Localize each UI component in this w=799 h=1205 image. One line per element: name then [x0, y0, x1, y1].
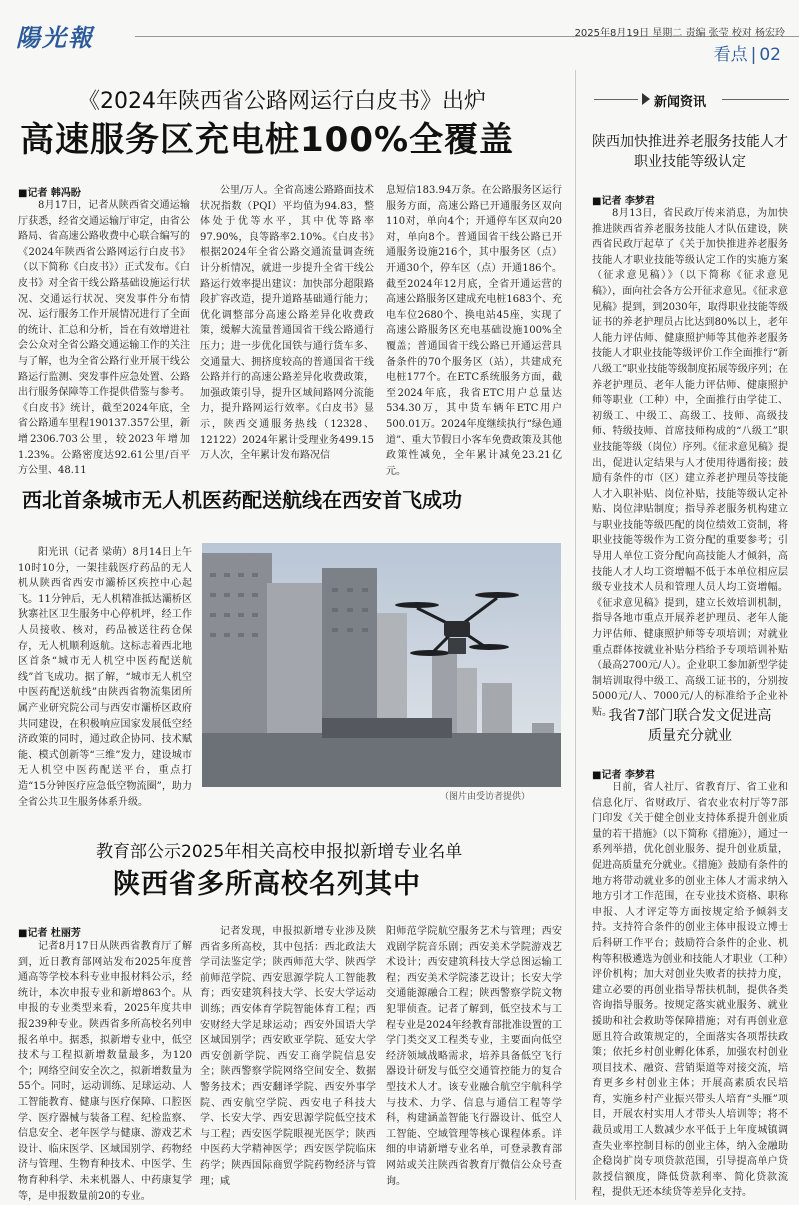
drone-photo-illustration — [202, 543, 561, 787]
section-name: 看点 — [713, 45, 748, 65]
sidebar-story1-headline: 陕西加快推进养老服务技能人才职业技能等级认定 — [592, 134, 788, 170]
news-section-label: 新闻资讯 — [654, 95, 707, 110]
sidebar-story1-byline: ■记者 李梦君 — [592, 196, 655, 207]
section-separator: | — [750, 45, 757, 65]
photo-caption: （图片由受访者提供） — [440, 792, 531, 802]
header-rule-left — [594, 99, 638, 100]
lead-kicker: 《2024年陕西省公路网运行白皮书》出炉 — [78, 89, 486, 114]
newspaper-logo: 陽光報 — [16, 23, 94, 52]
sidebar-story1-text: 8月13日，省民政厅传来消息，为加快推进陕西省养老服务技能人才队伍建设，陕西省民政厅起草了《关于加快推进养老服务技能人才职业技能等级认定工作的实施方案（征求意见稿）》（以下简称《征求意见稿》），面向社会各方公开征求意见。《征求意见稿》提到，到2030年，取得职业技能等级证书的养老护理员占比达到80%以上，老年人能力评估师、健康照护师等其他养老服务技能人才职业技能等级评价工作全面推行“新八级工”职业技能等级制度拓展等级序列；在养老护理员、老年人能力评估师、健康照护师等职业（工种）中，全面推行由学徒工、初级工、中级工、高级工、技师、高级技师、特级技师、首席技师构成的“八级工”职业技能等级（岗位）序列。《征求意见稿》提出，促进认定结果与人才使用待遇衔接；鼓励有条件的市（区）建立养老护理员等技能人才入职补贴、岗位补贴，技能等级认定补贴、岗位津贴制度；指导养老服务机构建立与职业技能等级匹配的岗位绩效工资制，将职业技能等级作为工资分配的重要参考；引导用人单位工资分配向高技能人才倾斜，高技能人才人均工资增幅不低于本单位相应层级专业技术人员和管理人员人均工资增幅。《征求意见稿》提到，建立长效培训机制，指导各地市重点开展养老护理员、老年人能力评估师、健康照护师等专项培训；对就业重点群体按就业补贴分档给予专项培训补贴（最高2700元/人）。企业职工参加新型学徒制培训取得中级工、高级工证书的，分别按5000元/人、7000元/人的标准给予企业补贴。 — [592, 208, 788, 718]
header-rule-right — [722, 99, 789, 100]
lead-column-2: 公里/万人。全省高速公路路面技术状况指数（PQI）平均值为94.83，整体处于优等水平，其中优等路率97.90%，良等路率2.10%。《白皮书》根据2024年全省公路交通流量调查统计分析情况，就进一步提升全省干线公路运行效率提出建议：加快部分超限路段扩容改造，提升道路基础通行能力；优化调整部分高速公路差异化收费政策，缓解大流量普通国省干线公路通行压力；进一步优化国铁与通行货车多、交通量大、拥挤度较高的普通国省干线公路并行的高速公路差异化收费政策，加强政策引导，提升区域间路网分流能力，提升路网运行效率。《白皮书》显示，陕西交通服务热线（12328、12122）2024年累计受理业务499.15万人次，全年累计发布路况信 — [200, 185, 374, 462]
column-divider — [575, 70, 576, 1200]
sidebar-story2-byline: ■记者 李梦君 — [592, 770, 655, 781]
drone-article: 阳光讯（记者 梁萌）8月14日上午10时10分，一架挂载医疗药品的无人机从陕西省西安市灞桥区疾控中心起飞。11分钟后，无人机精准抵达灞桥区狄寨社区卫生服务中心停机坪，经工作人员接收、核对，药品被送往药仓保存，无人机顺利返航。这标志着西北地区首条“城市无人机空中医药配送航线”首飞成功。据了解，“城市无人机空中医药配送航线”由陕西省物流集团所属产业研究院公司与西安市灞桥区政府共同建设，在积极响应国家发展低空经济政策的同时，通过政企协同、技术赋能、模式创新等“三维”发力，建设城市无人机空中医药配送平台，重点打造“15分钟医疗应急低空物流圈”，助力全省公共卫生服务体系升级。 — [18, 547, 192, 808]
section-tag — [714, 40, 781, 65]
sidebar-story2-headline: 我省7部门联合发文促进高质量充分就业 — [608, 708, 772, 744]
triangle-icon — [642, 93, 650, 105]
edu-column-2: 记者发现，申报拟新增专业涉及陕西省多所高校，其中包括：西北政法大学司法鉴定学；陕西师范大学、陕西学前师范学院、西安思源学院人工智能教育；西安建筑科技大学、长安大学运动训练；西安体育学院智能体育工程；西安财经大学足球运动；西安外国语大学区域国别学；西安欧亚学院、延安大学西安创新学院、西安工商学院信息安全；陕西警察学院网络空间安全、数据警务技术；西安翻译学院、西安外事学院、西安航空学院、西安电子科技大学、长安大学、西安思源学院低空技术与工程；西安医学院眼视光医学；陕西中医药大学精神医学；西安医学院临床药学；陕西国际商贸学院药物经济与管理；咸 — [200, 926, 376, 1187]
lead-column-1: 8月17日，记者从陕西省交通运输厅获悉，经省交通运输厅审定，由省公路局、省高速公路收费中心联合编写的《2024年陕西省公路网运行白皮书》（以下简称《白皮书》）正式发布。《白皮书》对全省干线公路基础设施运行状况、交通运行状况、突发事件分布情况、运行服务工作开展情况进行了全面的统计、汇总和分析，旨在有效增进社会公众对全省公路交通运输工作的关注与了解，也为全省公路行业开展干线公路运行监测、突发事件应急处置、公路出行服务保障等工作提供借鉴与参考。《白皮书》统计，截至2024年底，全省公路通车里程190137.357公里，新增2306.703公里，较2023年增加1.23%。公路密度达92.61公里/百平方公里、48.11 — [18, 200, 190, 477]
edu-kicker: 教育部公示2025年相关高校申报拟新增专业名单 — [96, 842, 463, 862]
page-number: 02 — [759, 45, 781, 65]
news-section-header — [594, 88, 789, 112]
edu-column-1: 记者8月17日从陕西省教育厅了解到，近日教育部网站发布2025年度普通高等学校本科专业申报材料公示，经统计，本次申报专业和新增863个。从申报的专业类型来看，2025年度共申报239种专业。陕西省多所高校名列申报名单中。据悉，拟新增专业中，低空技术与工程拟新增数量最多，为120个；网络空间安全次之，拟新增数量为55个。同时，运动训练、足球运动、人工智能教育、健康与医疗保障、口腔医学、医疗器械与装备工程、纪检监察、信息安全、老年医学与健康、游戏艺术设计、临床医学、区域国别学、药物经济与管理、生物育种技术、中医学、生物育种科学、未来机器人、中药康复学等，是申报数量前20的专业。 — [18, 941, 192, 1202]
edu-headline: 陕西省多所高校名列其中 — [113, 869, 421, 900]
edu-column-3: 阳师范学院航空服务艺术与管理；西安戏剧学院音乐剧；西安美术学院游戏艺术设计；西安建筑科技大学总图运输工程；西安美术学院漆艺设计；长安大学交通能源融合工程；陕西警察学院文物犯罪侦查。记者了解到，低空技术与工程专业是2024年经教育部批准设置的工学门类交叉工程类专业，主要面向低空经济领域战略需求，培养具备低空飞行器设计研发与低空交通管控能力的复合型技术人才。该专业融合航空宇航科学与技术、力学、信息与通信工程等学科，构建涵盖智能飞行器设计、低空人工智能、空域管理等核心课程体系。详细的申请新增专业名单，可登录教育部网站或关注陕西省教育厅微信公众号查询。 — [386, 926, 562, 1187]
lead-column-3: 息短信183.94万条。在公路服务区运行服务方面，高速公路已开通服务区双向110对，单向4个；开通停车区双向20对，单向8个。普通国省干线公路已开通服务设施216个，其中服务区（点）开通30个，停车区（点）开通186个。截至2024年12月底，全省开通运营的高速公路服务区建成充电桩1683个、充电车位2680个、换电站45座，实现了高速公路服务区充电基础设施100%全覆盖；普通国省干线公路已开通运营具备条件的70个服务区（站），共建成充电桩177个。在ETC系统服务方面，截至2024年底，我省ETC用户总量达534.30万，其中货车辆年ETC用户500.01万。2024年度继续执行“绿色通道”、重大节假日小客车免费政策及其他政策性减免，全年累计减免23.21亿元。 — [386, 185, 562, 477]
lead-byline: ■记者 韩冯盼 — [18, 188, 81, 199]
masthead — [0, 0, 799, 70]
lead-headline: 高速服务区充电桩100%全覆盖 — [20, 120, 515, 160]
sidebar-story2-text: 日前，省人社厅、省教育厅、省工业和信息化厅、省财政厅、省农业农村厅等7部门印发《关于健全创业支持体系提升创业质量的若干措施》（以下简称《措施》），通过一系列举措，优化创业服务、提升创业质量，促进高质量充分就业。《措施》鼓励有条件的地方将带动就业多的创业主体人才需求纳入地方引才工作范围，在专业技术资格、职称申报、人才评定等方面按规定给予倾斜支持。支持符合条件的创业主体申报设立博士后科研工作平台；鼓励符合条件的企业、机构等积极遴选为创业和技能人才职业（工种）评价机构；加大对创业失败者的扶持力度，建立必要的再创业指导帮扶机制，提供各类咨询指导服务。按规定落实就业服务、就业援助和社会救助等保障措施；对有再创业意愿且符合政策规定的，全面落实各项帮扶政策；依托乡村创业孵化体系，加强农村创业项目技术、融资、营销渠道等对接交流，培育更多乡村创业主体；开展高素质农民培育，实施乡村产业振兴带头人培育“头雁”项目，开展农村实用人才带头人培训等；将不裁员或用工人数减少水平低于上年度城镇调查失业率控制目标的创业主体，纳入金融助企稳岗扩岗专项贷款范围，引导提高单户贷款授信额度，降低贷款利率、简化贷款流程，提供无还本续贷等差异化支持。 — [592, 782, 788, 1199]
edu-byline: ■记者 杜丽芳 — [18, 928, 81, 939]
drone-headline: 西北首条城市无人机医药配送航线在西安首飞成功 — [22, 488, 462, 512]
dateline: 2025年8月19日 星期二 责编 张莹 校对 杨宏玲 — [574, 28, 785, 39]
drone-photo — [202, 543, 561, 787]
